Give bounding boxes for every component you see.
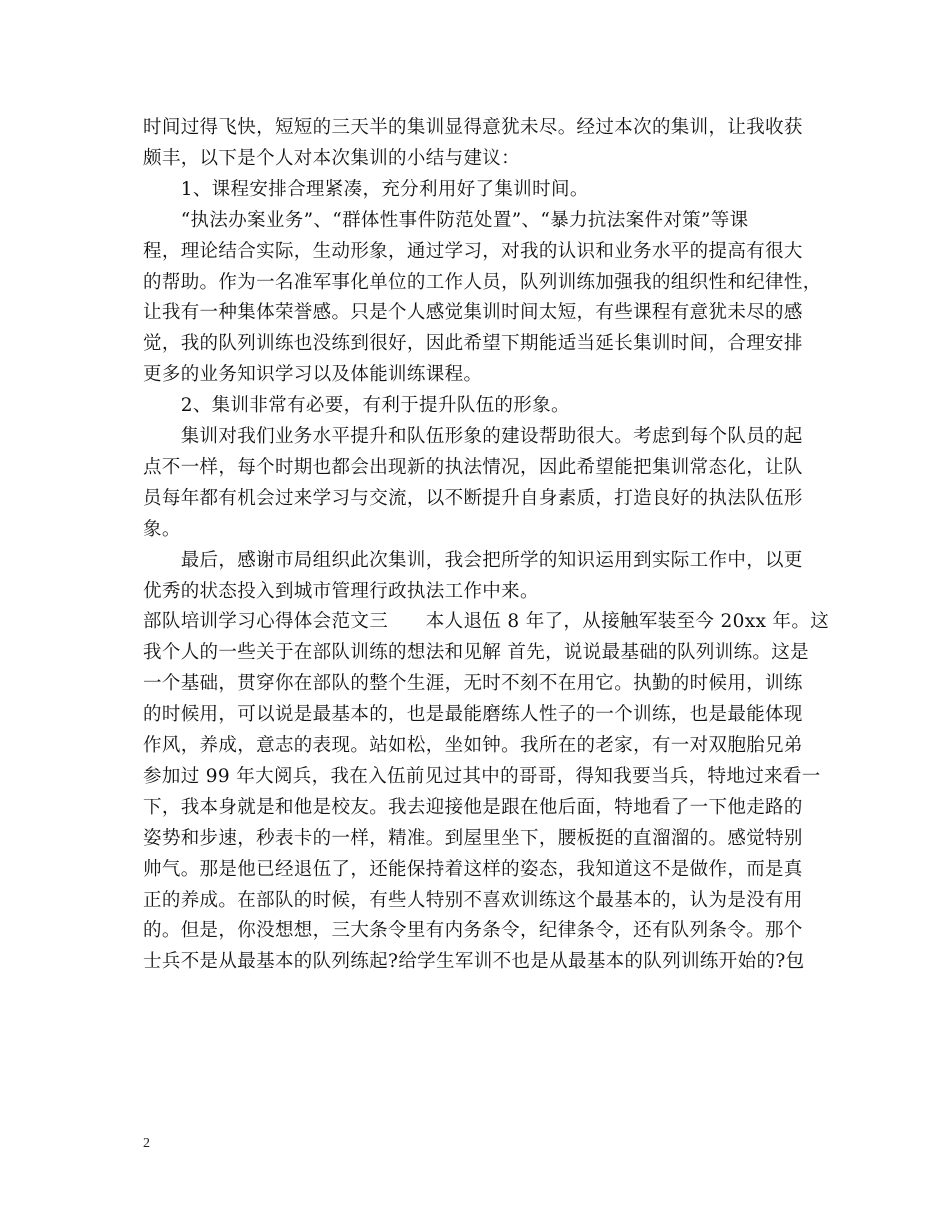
text-line: 的时候用，可以说是最基本的，也是最能磨练人性子的一个训练，也是最能体现 [143,704,803,725]
text-line: 觉，我的队列训练也没练到很好，因此希望下期能适当延长集训时间，合理安排 [143,333,803,354]
text-line: 作风，养成，意志的表现。站如松，坐如钟。我所在的老家，有一对双胞胎兄弟 [143,735,803,756]
text-line: 部队培训学习心得体会范文三 本人退伍 8 年了，从接触军装至今 20xx 年。这 [143,611,830,632]
text-line: “执法办案业务”、“群体性事件防范处置”、“暴力抗法案件对策”等课 [143,210,749,231]
text-line: 员每年都有机会过来学习与交流，以不断提升自身素质，打造良好的执法队伍形 [143,488,803,509]
text-line: 集训对我们业务水平提升和队伍形象的建设帮助很大。考虑到每个队员的起 [143,426,803,447]
text-line: 点不一样，每个时期也都会出现新的执法情况，因此希望能把集训常态化，让队 [143,457,803,478]
text-line: 参加过 99 年大阅兵，我在入伍前见过其中的哥哥，得知我要当兵，特地过来看一 [143,766,821,787]
text-line: 象。 [143,519,181,540]
page-number: 2 [143,1136,150,1151]
text-line: 1、课程安排合理紧凑，充分利用好了集训时间。 [143,179,589,200]
text-line: 下，我本身就是和他是校友。我去迎接他是跟在他后面，特地看了一下他走路的 [143,797,803,818]
text-line: 2、集训非常有必要，有利于提升队伍的形象。 [143,395,570,416]
text-line: 一个基础，贯穿你在部队的整个生涯，无时不刻不在用它。执勤的时候用，训练 [143,673,803,694]
text-line: 更多的业务知识学习以及体能训练课程。 [143,364,483,385]
text-line: 的帮助。作为一名准军事化单位的工作人员，队列训练加强我的组织性和纪律性， [143,272,822,293]
text-line: 时间过得飞快，短短的三天半的集训显得意犹未尽。经过本次的集训，让我收获 [143,117,803,138]
text-line: 姿势和步速，秒表卡的一样，精准。到屋里坐下，腰板挺的直溜溜的。感觉特别 [143,828,803,849]
text-line: 正的养成。在部队的时候，有些人特别不喜欢训练这个最基本的，认为是没有用 [143,890,803,911]
text-line: 优秀的状态投入到城市管理行政执法工作中来。 [143,581,539,602]
text-line: 颇丰，以下是个人对本次集训的小结与建议： [143,148,521,169]
text-line: 的。但是，你没想想，三大条令里有内务条令，纪律条令，还有队列条令。那个 [143,920,803,941]
text-line: 让我有一种集体荣誉感。只是个人感觉集训时间太短，有些课程有意犹未尽的感 [143,302,803,323]
text-line: 最后，感谢市局组织此次集训，我会把所学的知识运用到实际工作中，以更 [143,550,803,571]
text-line: 我个人的一些关于在部队训练的想法和见解 首先，说说最基础的队列训练。这是 [143,642,809,663]
text-line: 程，理论结合实际，生动形象，通过学习，对我的认识和业务水平的提高有很大 [143,241,803,262]
text-line: 士兵不是从最基本的队列练起?给学生军训不也是从最基本的队列训练开始的?包 [143,951,805,972]
text-line: 帅气。那是他已经退伍了，还能保持着这样的姿态，我知道这不是做作，而是真 [143,859,803,880]
